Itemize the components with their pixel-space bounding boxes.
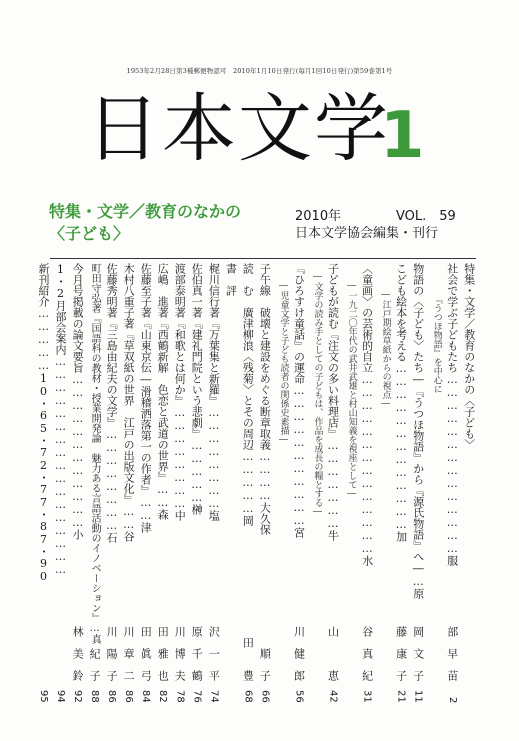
- toc-entry-title: 新刊紹介……………10・65・72・77・87・90: [37, 263, 50, 583]
- postal-license-line: 1953年2月28日第3種郵便物認可 2010年1月10日発行(毎月1回10日発行)第59巻第1号: [126, 67, 393, 75]
- toc-entry-title: 読 む 廣津柳浪〈残菊〉とその周辺……………岡: [241, 263, 255, 526]
- toc-entry-page: 84: [140, 690, 152, 703]
- toc-entry-page: 66: [259, 690, 271, 703]
- magazine-title: 日本文学: [86, 86, 390, 172]
- toc-entry-page: 94: [55, 690, 67, 703]
- toc-entry-page: 21: [395, 690, 407, 703]
- toc-entry-author: 川 陽 子: [105, 626, 119, 681]
- toc-entry-page: 74: [208, 690, 220, 703]
- toc-entry-author: 順 子: [258, 637, 272, 681]
- toc-entry-author: 原 千 鶴: [190, 626, 204, 681]
- toc-entry-author: 川 博 夫: [173, 626, 187, 681]
- toc-entry-title: 書 評: [224, 263, 238, 296]
- toc-entry-title: 子午線 破壊と建設をめぐる断章取義…………大久保: [258, 263, 272, 535]
- toc-entry-author: 川 健 郎: [292, 626, 306, 681]
- toc-entry-title: 物語の〈子ども〉たち―『うつほ物語』から『源氏物語』へ―…原: [411, 263, 425, 599]
- toc-entry-title: ―文学の読み手としての子どもは、作品を成長の糧とする―: [312, 263, 323, 517]
- toc-entry-author: 田 雅 也: [156, 626, 170, 681]
- special-feature-line-1: 特集・文学／教育のなかの: [49, 202, 242, 221]
- toc-entry-title: ―児童文学と子ども読者の関係史素描―: [278, 263, 289, 445]
- toc-entry-page: 2: [446, 696, 458, 703]
- toc-entry-title: 広嶋 進著『西鶴新解 色恋と武道の世界』……森: [156, 263, 170, 520]
- toc-entry-title: 木村八重子著『草双紙の世界 江戸の出版文化』……谷: [122, 263, 136, 542]
- toc-entry-author: 谷 真 紀: [360, 626, 374, 681]
- toc-entry-author: 山 恵: [326, 626, 340, 681]
- toc-columns: [37, 263, 476, 703]
- toc-entry-title: 『うつほ物語』を中心に: [431, 263, 442, 394]
- toc-entry-author: 紀 子: [88, 648, 102, 681]
- toc-entry-author: 岡 文 子: [411, 626, 425, 681]
- toc-entry-title: 町田守弘著『国語科の教材・授業開発論 魅力ある言語活動のイノベーション』…真: [89, 263, 101, 644]
- special-feature-title: [49, 201, 241, 245]
- toc-entry-title: 佐藤秀明著『三島由紀夫の文学』……………………石: [105, 263, 119, 543]
- toc-entry-author: 田 眞 弓: [139, 626, 153, 681]
- publisher-line: 日本文学協会編集・刊行: [295, 226, 439, 241]
- toc-entry-author: 沢 一 平: [207, 626, 221, 681]
- toc-entry-title: 1・2月部会案内……………………………………………: [54, 263, 68, 576]
- toc-entry-page: 76: [191, 690, 203, 703]
- toc-entry-author: 田 豊: [241, 637, 255, 681]
- issue-year: 2010年: [295, 209, 342, 224]
- issue-number: 1: [380, 99, 425, 173]
- toc-entry-page: 31: [361, 690, 373, 703]
- toc-entry-author: 部 早 苗: [445, 626, 459, 681]
- toc-entry-title: 特集・文学／教育のなかの〈子ども〉: [462, 263, 476, 450]
- toc-entry-author: 藤 康 子: [394, 626, 408, 681]
- toc-entry-page: 86: [123, 690, 135, 703]
- toc-entry-page: 11: [412, 690, 424, 703]
- toc-entry-page: 42: [327, 690, 339, 703]
- toc-entry-page: 86: [106, 690, 118, 703]
- toc-entry-page: 78: [174, 690, 186, 703]
- toc-entry-title: 渡部泰明著『和歌とは何か』……………………中: [173, 263, 187, 521]
- toc-entry-title: 梶川信行著『万葉集と新羅』……………………塩: [207, 263, 221, 521]
- toc-entry-title: こども絵本を考える…………………………………加: [394, 263, 408, 542]
- toc-entry-title: ―江戸期絵草紙からの視点―: [380, 263, 391, 409]
- table-of-contents: [37, 258, 476, 703]
- toc-entry-title: 今月号掲載の論文要旨………………………………小: [71, 263, 85, 540]
- toc-entry-title: ―一九二〇年代の武井武雄と村山知義を視座として―: [346, 263, 357, 499]
- toc-entry-page: 56: [293, 690, 305, 703]
- toc-entry-title: 子どもが読む『注文の多い料理店』…………………牛: [326, 263, 340, 541]
- toc-entry-page: 95: [38, 690, 49, 703]
- toc-entry-title: 〈童画〉の芸術的自立……………………………………水: [360, 263, 374, 566]
- toc-entry-title: 佐藤至子著『山東京伝―滑稽洒落第一の作者』……津: [139, 263, 153, 533]
- volume-label: VOL. 59: [396, 209, 456, 224]
- toc-entry-title: 社会で学ぶ子どもたち……………………………………服: [445, 263, 459, 566]
- toc-entry-title: 『ひろすけ童話』の運命……………………………宮: [292, 263, 306, 538]
- toc-entry-page: 82: [157, 690, 169, 703]
- toc-entry-page: 88: [89, 690, 101, 703]
- toc-entry-page: 92: [72, 690, 84, 703]
- toc-entry-author: 川 章 二: [122, 626, 136, 681]
- toc-entry-author: 林 美 鈴: [71, 626, 85, 681]
- toc-entry-title: 佐伯真一著『建礼門院という悲劇』……………榊: [190, 263, 204, 515]
- toc-entry-page: 68: [242, 690, 254, 703]
- special-feature-line-2: 〈子ども〉: [49, 224, 130, 243]
